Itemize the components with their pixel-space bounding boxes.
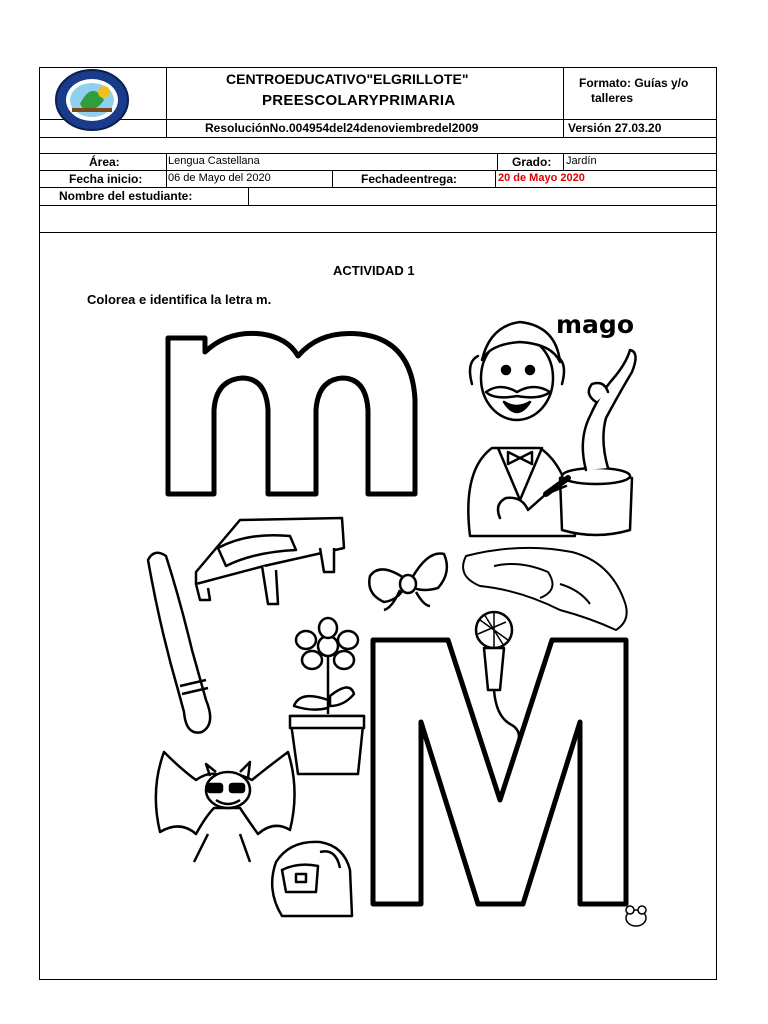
version-text: Versión 27.03.20: [568, 121, 662, 135]
flower-pot-icon: [290, 618, 364, 774]
student-name-label: Nombre del estudiante:: [59, 189, 193, 203]
format-label: Formato: Guías y/o: [579, 76, 689, 90]
bow-icon: [369, 554, 447, 611]
lowercase-m-outline[interactable]: [168, 333, 415, 494]
format-label-2: talleres: [591, 91, 634, 105]
grade-label: Grado:: [512, 155, 552, 169]
due-date-label: Fechadeentrega:: [361, 172, 458, 186]
bat-icon: [156, 752, 295, 862]
backpack-icon: [272, 842, 352, 916]
activity-instruction: Colorea e identifica la letra m.: [87, 292, 272, 307]
due-date-value: 20 de Mayo 2020: [498, 172, 585, 184]
microphone-icon: [476, 612, 519, 742]
activity-title: ACTIVIDAD 1: [333, 263, 415, 278]
start-date-label: Fecha inicio:: [69, 172, 143, 186]
grade-value: Jardín: [566, 155, 597, 167]
bed-icon: [196, 518, 344, 604]
school-level: PREESCOLARYPRIMARIA: [262, 92, 456, 109]
mago-label: mago: [556, 310, 634, 339]
area-value: Lengua Castellana: [168, 155, 260, 167]
mouse-icon: [626, 906, 646, 926]
area-label: Área:: [89, 155, 120, 169]
start-date-value: 06 de Mayo del 2020: [168, 172, 271, 184]
magician-icon: [468, 322, 635, 536]
resolution-text: ResoluciónNo.004954del24denoviembredel2009: [205, 121, 479, 135]
school-name: CENTROEDUCATIVO"ELGRILLOTE": [226, 71, 469, 87]
